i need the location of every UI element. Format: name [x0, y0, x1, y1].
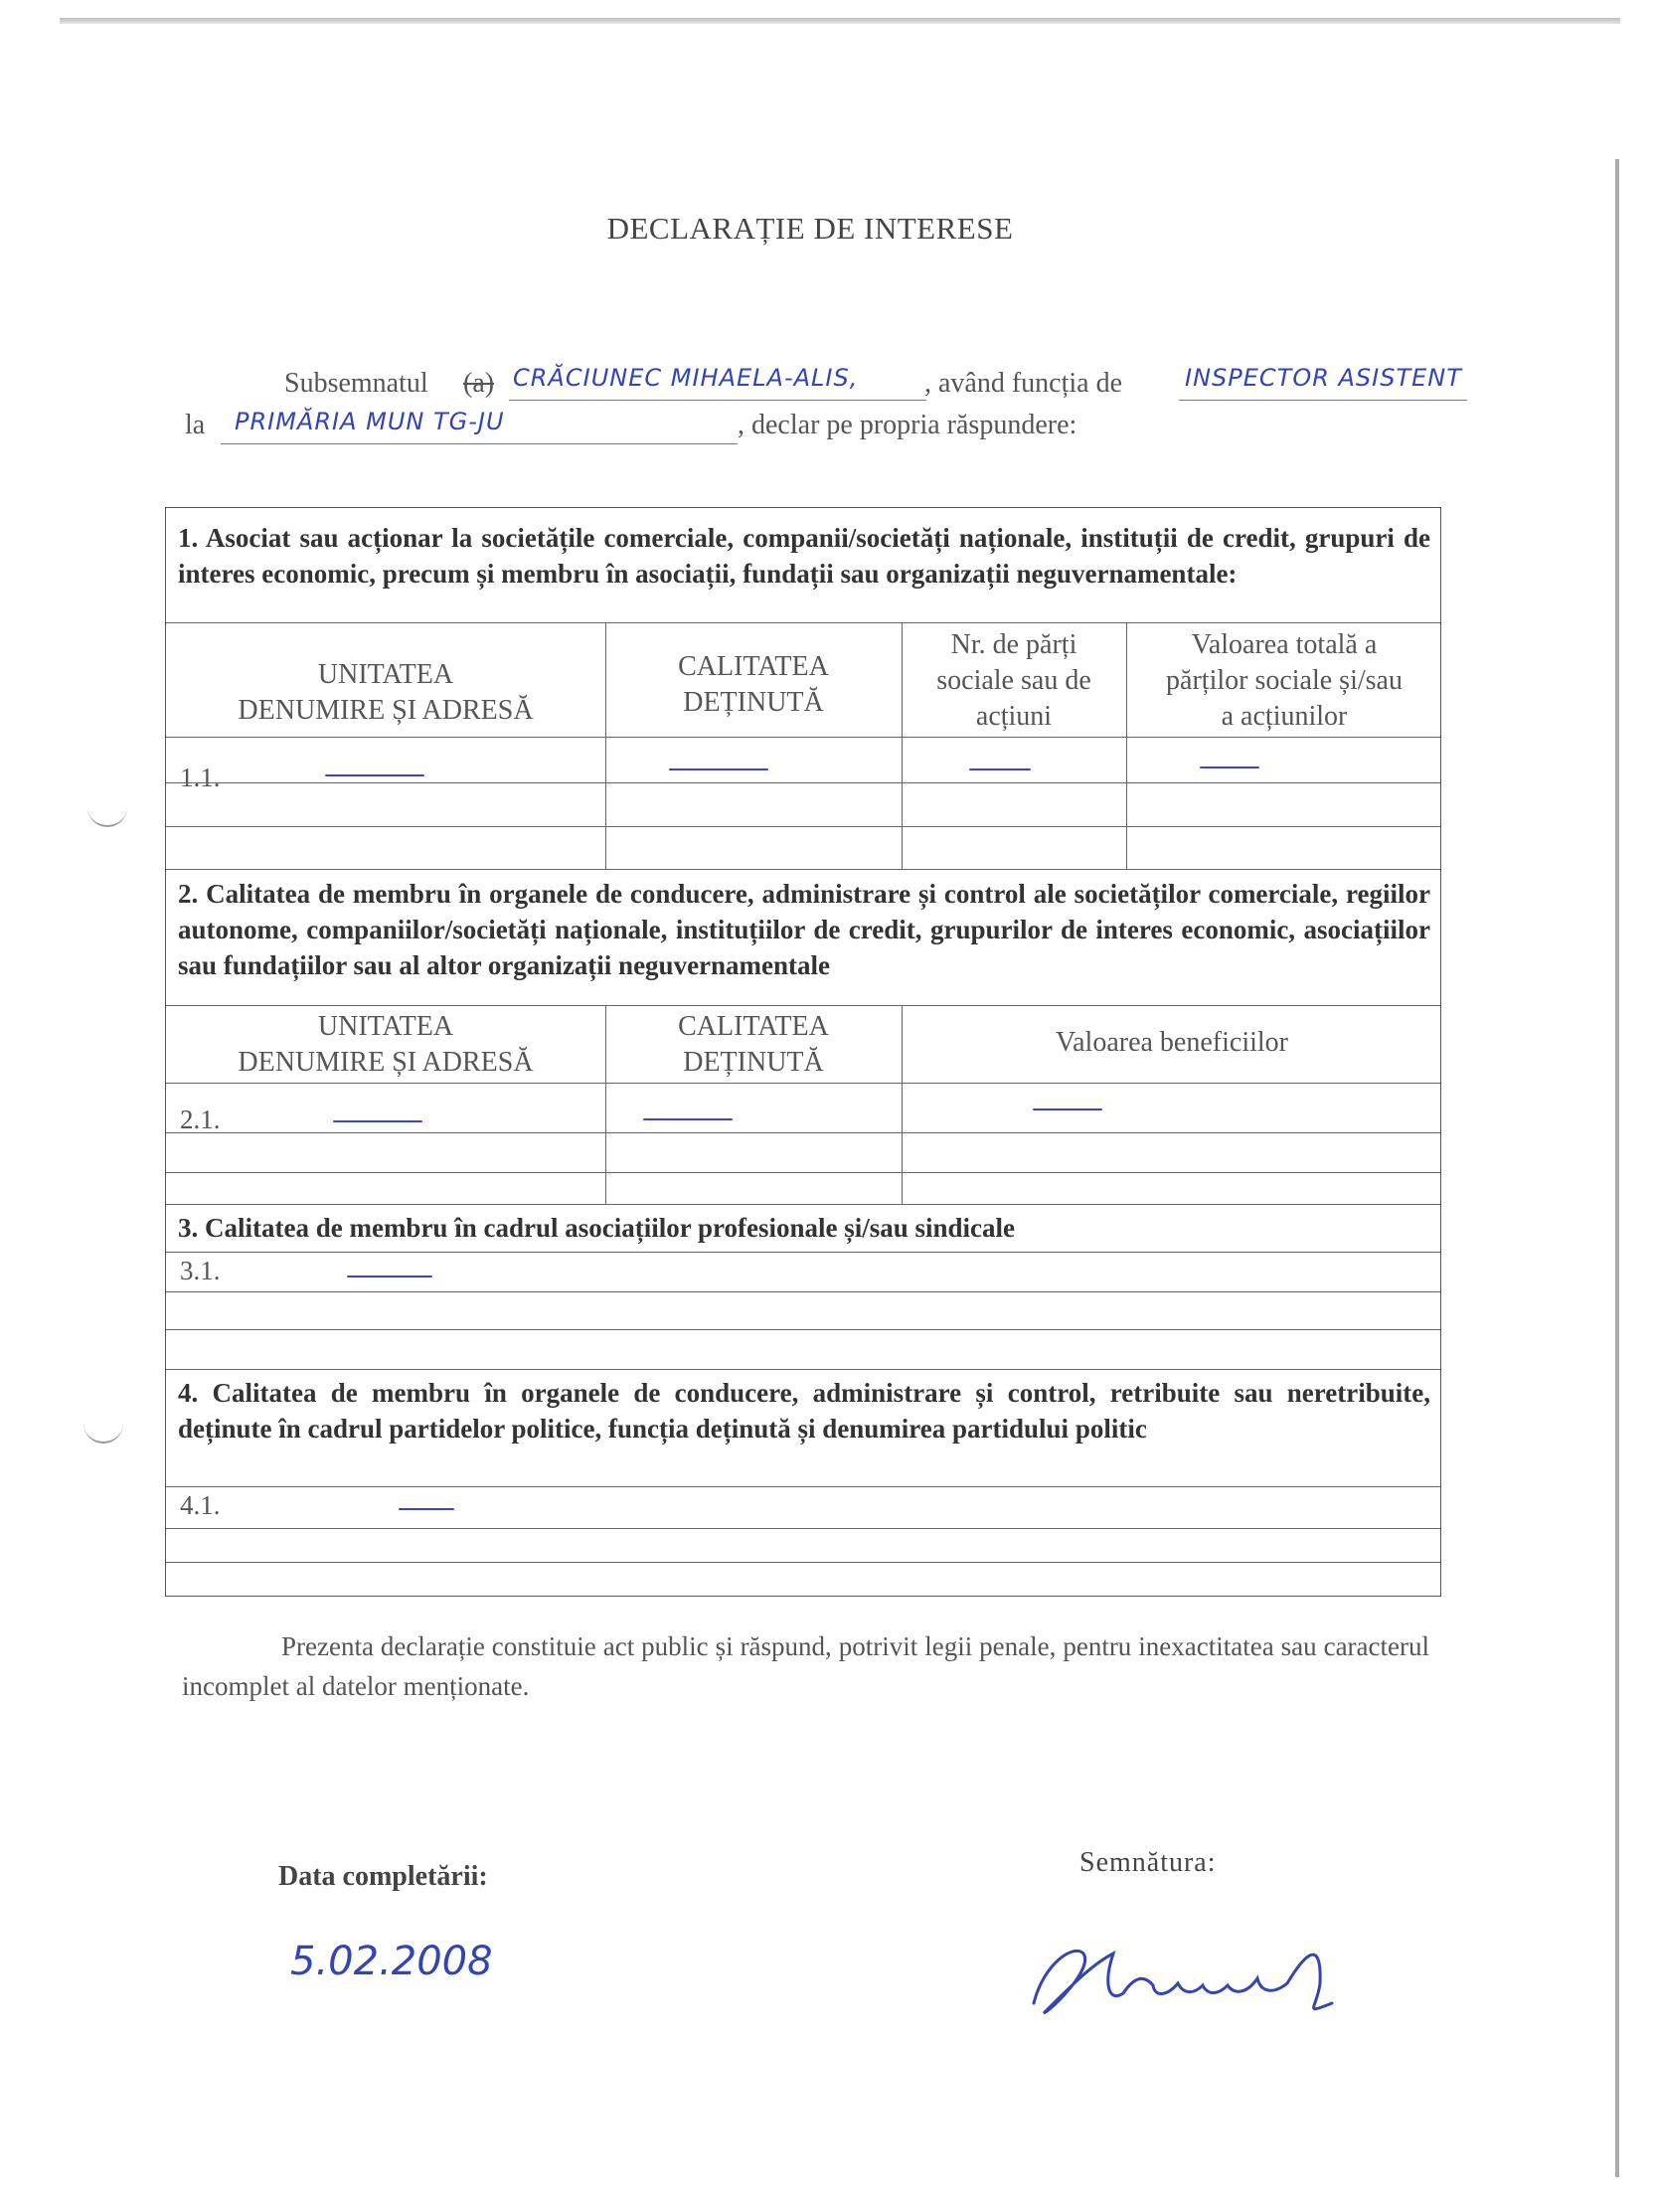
intro-la: la [185, 410, 206, 440]
s1-col-valoarea: Valoarea totală a părților sociale și/sau a acțiunilor [1166, 629, 1403, 732]
function-field[interactable]: INSPECTOR ASISTENT [1185, 364, 1462, 392]
blank-dash [325, 774, 424, 776]
name-field[interactable]: CRĂCIUNEC MIHAELA-ALIS, [513, 364, 859, 392]
signature-scribble [1004, 1924, 1362, 2033]
binder-hole-mark [87, 795, 127, 827]
s2-col-valoarea: Valoarea beneficiilor [1056, 1027, 1288, 1058]
section3-heading: 3. Calitatea de membru în cadrul asociațiilor profesionale și/sau sindicale [178, 1213, 1015, 1243]
blank-dash [347, 1276, 432, 1277]
s2-col-unitatea: UNITATEA DENUMIRE ȘI ADRESĂ [238, 1011, 534, 1078]
s4-row-label: 4.1. [180, 1490, 221, 1520]
s1-col-unitatea: UNITATEA DENUMIRE ȘI ADRESĂ [238, 659, 534, 726]
institution-field[interactable]: PRIMĂRIA MUN TG-JU [235, 408, 505, 435]
date-field[interactable]: 5.02.2008 [290, 1939, 493, 1984]
blank-dash [333, 1120, 422, 1122]
signature-label: Semnătura: [1079, 1847, 1217, 1878]
blank-dash [969, 768, 1031, 770]
function-underline [1179, 400, 1467, 401]
s1-col-parti: Nr. de părți sociale sau de acțiuni [936, 629, 1091, 732]
s2-col-calitatea: CALITATEA DEȚINUTĂ [678, 1011, 829, 1078]
section1-heading: 1. Asociat sau acționar la societățile comerciale, companii/societăți naționale, instituții de credit, grupuri de interes economic, precum și membru în asociații, fundații sau organizații neguvernamentale: [178, 523, 1430, 589]
document-title: DECLARAȚIE DE INTERESE [606, 211, 1014, 246]
intro-avand: , având funcția de [924, 368, 1123, 399]
blank-dash [1200, 766, 1259, 768]
blank-dash [1033, 1108, 1102, 1110]
intro-declar: , declar pe propria răspundere: [738, 410, 1077, 440]
name-underline [509, 400, 926, 401]
legal-statement: Prezenta declarație constituie act public și răspund, potrivit legii penale, pentru inexactitatea sau caracterul incomplet al datelor menționate. [182, 1631, 1429, 1701]
blank-dash [399, 1508, 454, 1510]
intro-a-marker: (a) [463, 368, 495, 399]
scan-artifact-right [1615, 159, 1619, 2177]
binder-hole-mark [83, 1412, 123, 1444]
s3-row-label: 3.1. [180, 1256, 221, 1285]
s1-col-calitatea: CALITATEA DEȚINUTĂ [678, 651, 829, 718]
section2-heading: 2. Calitatea de membru în organele de conducere, administrare și control ale societăților comerciale, regiilor autonome, companiilor/societăți naționale, instituțiilor de credit, grupurilor de interes economic, asociațiilor sau fundațiilor sau al altor organizații neguvernamentale [178, 879, 1430, 980]
blank-dash [643, 1118, 733, 1120]
institution-underline [221, 443, 738, 444]
section4-heading: 4. Calitatea de membru în organele de conducere, administrare și control, retribuite sau neretribuite, deținute în cadrul partidelor politice, funcția deținută și denumirea partidului politic [178, 1378, 1430, 1444]
scan-artifact-top [60, 18, 1620, 24]
intro-subsemnatul: Subsemnatul [284, 368, 428, 399]
s1-row-label: 1.1. [180, 763, 221, 792]
interests-table [165, 507, 1441, 1597]
blank-dash [669, 768, 768, 770]
s2-row-label: 2.1. [180, 1105, 221, 1134]
date-label: Data completării: [278, 1861, 488, 1892]
